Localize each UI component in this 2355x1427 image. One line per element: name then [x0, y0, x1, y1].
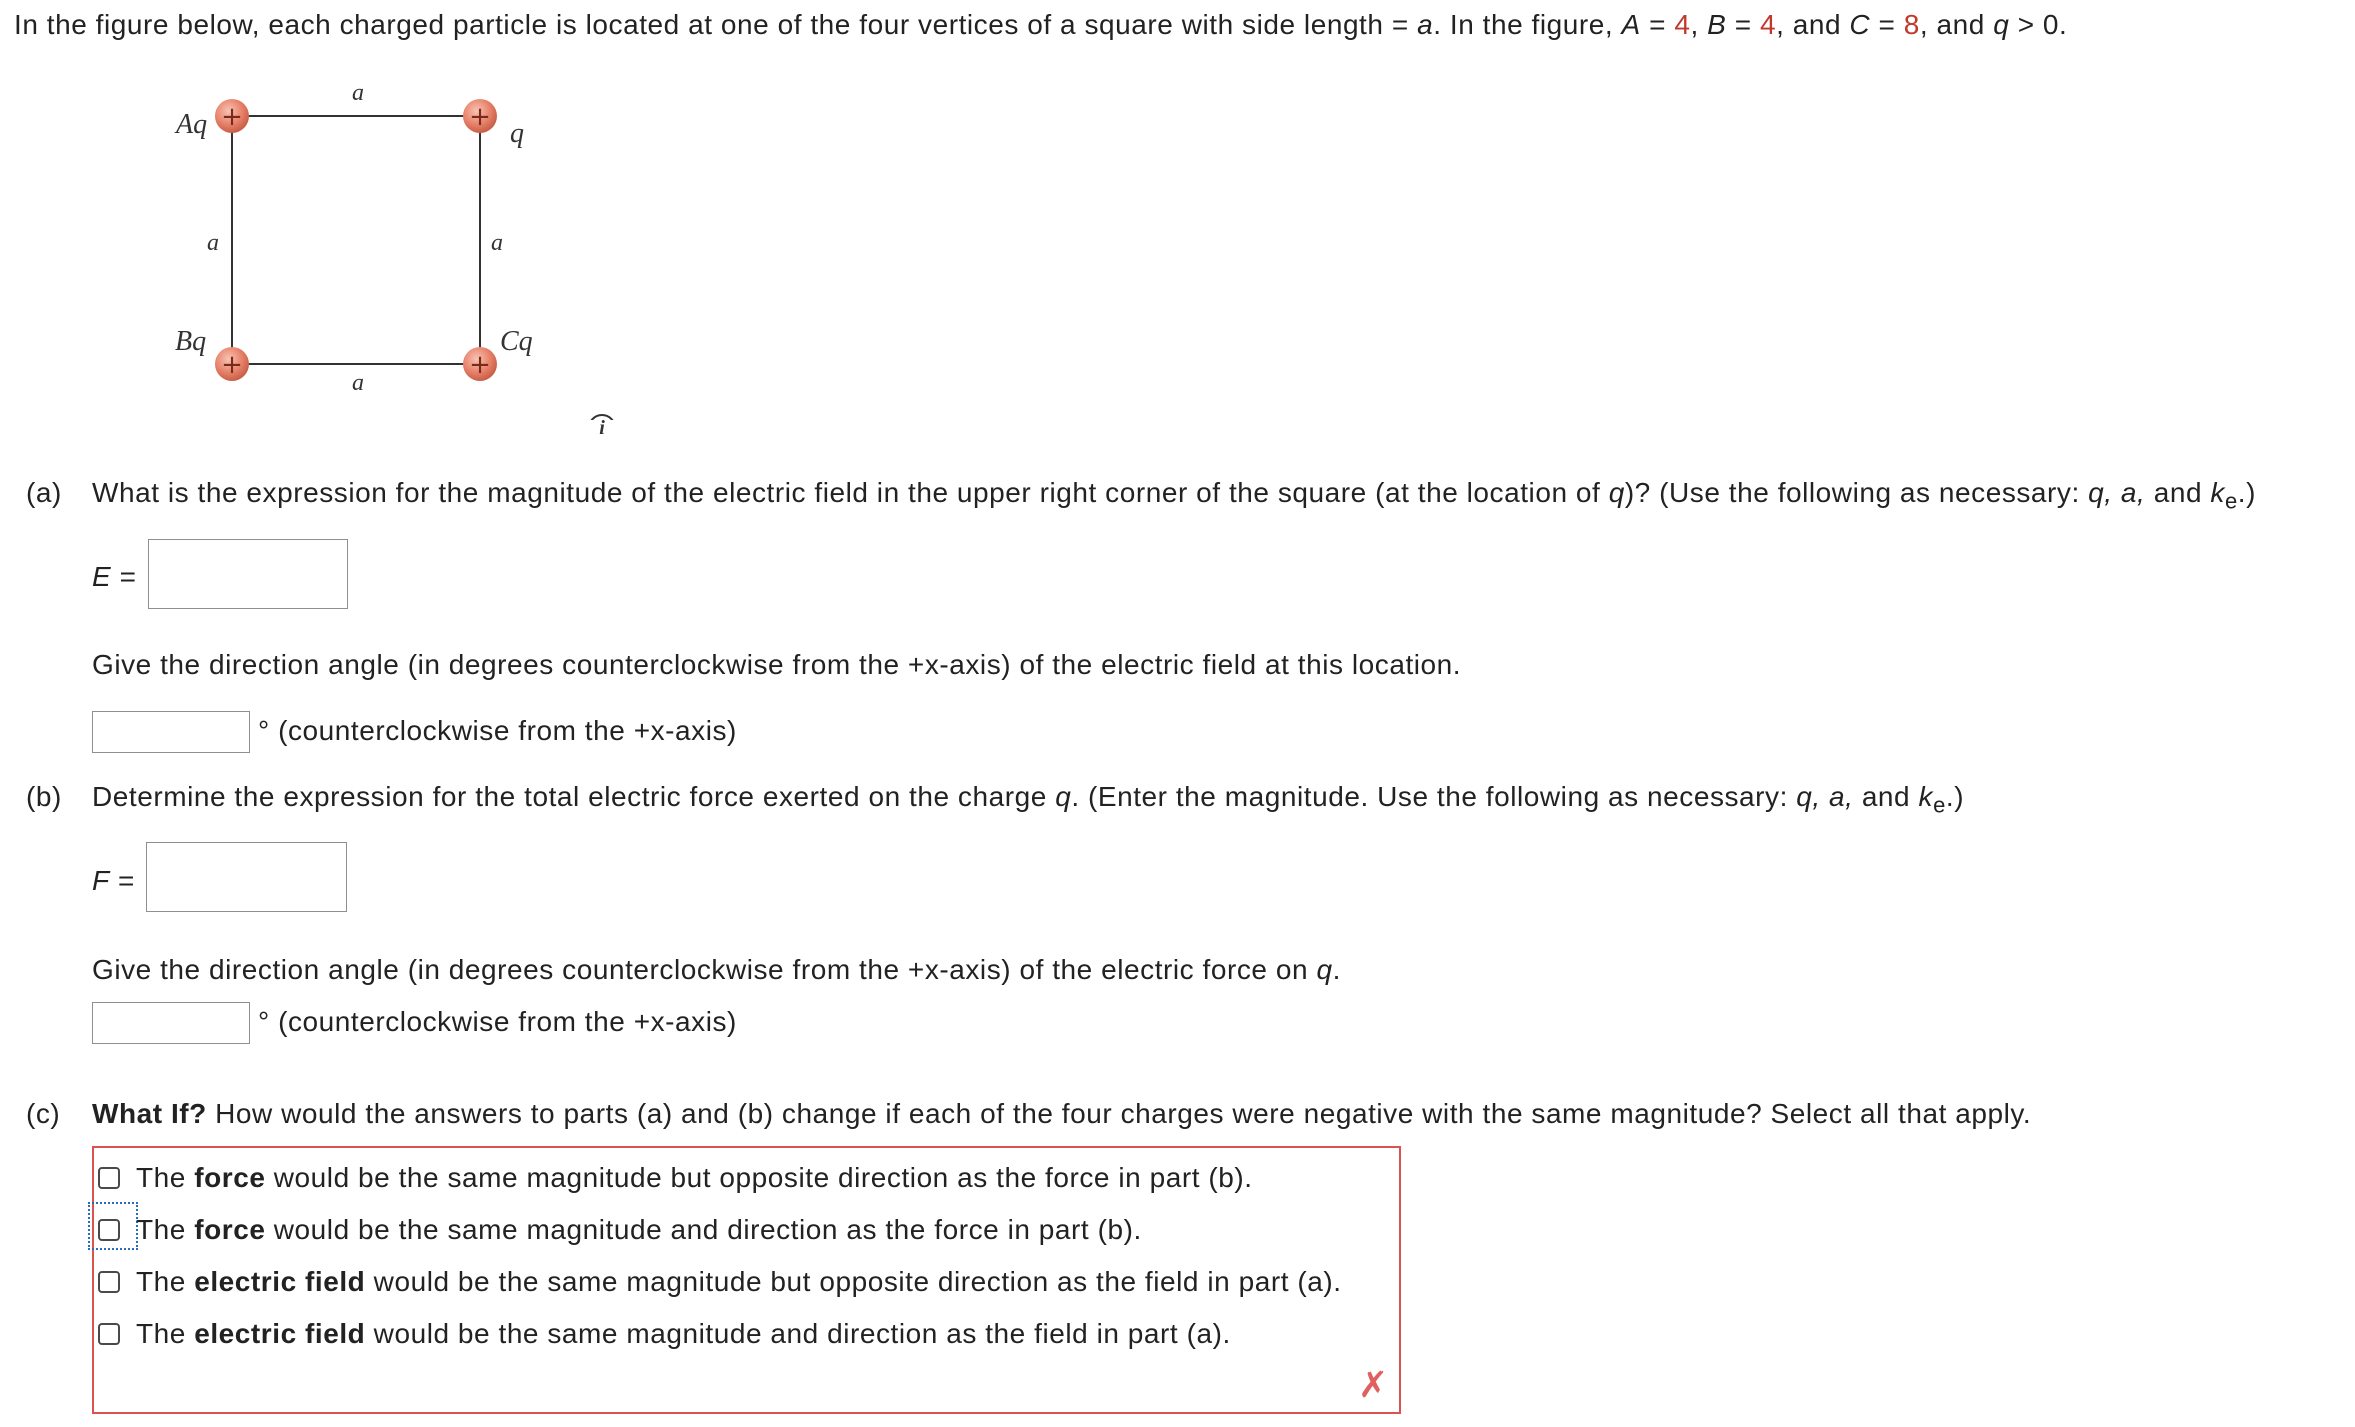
- q-text: What is the expression for the magnitude of the electric field in the upper right corner of the square (at the location of: [92, 477, 1609, 508]
- label-Cq: Cq: [500, 326, 533, 357]
- opt-text: The: [136, 1162, 195, 1193]
- var-k: k: [1918, 781, 1934, 812]
- var-A: A: [1621, 9, 1641, 40]
- intro-part: In the figure below, each charged particle is located at one of the four vertices of a square with side length =: [14, 9, 1418, 40]
- opt-text: would be the same magnitude but opposite direction as the field in part (a).: [365, 1266, 1342, 1297]
- vars: q, a,: [2088, 477, 2146, 508]
- side-label-top: a: [352, 80, 364, 106]
- q-text: .): [2237, 477, 2256, 508]
- square-sides: [232, 116, 480, 364]
- var-B: B: [1707, 9, 1727, 40]
- F-answer-input[interactable]: [146, 842, 347, 912]
- option-2-checkbox[interactable]: [98, 1219, 120, 1241]
- label-q: q: [510, 118, 524, 149]
- var-k: k: [2210, 477, 2225, 508]
- opt-bold: electric field: [194, 1318, 366, 1349]
- intro-part: . In the figure,: [1433, 9, 1622, 40]
- opt-text: would be the same magnitude and direction as the force in part (b).: [265, 1214, 1142, 1245]
- value-B: 4: [1759, 9, 1777, 40]
- q-text: How would the answers to parts (a) and (b) change if each of the four charges were negative with the same magnitude? Select all that apply.: [206, 1098, 2032, 1129]
- side-label-bottom: a: [352, 370, 364, 396]
- F-symbol: F: [92, 865, 110, 896]
- opt-text: The: [136, 1318, 195, 1349]
- q-text: Give the direction angle (in degrees counterclockwise from the +x-axis) of the electric force on: [92, 954, 1317, 985]
- square-charge-figure: [0, 0, 620, 420]
- opt-text: The: [136, 1214, 195, 1245]
- part-b-tag: (b): [26, 781, 62, 812]
- part-b-question: [92, 780, 1964, 823]
- var-q: q: [1055, 781, 1072, 812]
- opt-bold: electric field: [194, 1266, 366, 1297]
- var-a: a: [1417, 9, 1434, 40]
- E-symbol: E: [92, 561, 112, 592]
- var-q: q: [1316, 954, 1333, 985]
- intro-part: , and: [1776, 9, 1850, 40]
- q-text: and: [2145, 477, 2211, 508]
- vars: q, a,: [1796, 781, 1854, 812]
- intro-part: =: [1640, 9, 1675, 40]
- side-label-right: a: [491, 230, 503, 256]
- part-c-tag: (c): [26, 1098, 61, 1129]
- plus-sign: +: [469, 350, 491, 380]
- value-A: 4: [1674, 9, 1691, 40]
- opt-text: The: [136, 1266, 195, 1297]
- q-text: and: [1853, 781, 1919, 812]
- option-1-label[interactable]: [136, 1161, 1253, 1195]
- option-1[interactable]: [98, 1160, 1253, 1196]
- opt-text: would be the same magnitude but opposite direction as the force in part (b).: [265, 1162, 1253, 1193]
- F-angle-unit: ° (counterclockwise from the +x-axis): [258, 1006, 737, 1037]
- option-3[interactable]: [98, 1264, 1342, 1300]
- plus-sign: +: [469, 102, 491, 132]
- label-Bq: Bq: [175, 326, 207, 357]
- opt-text: would be the same magnitude and direction as the field in part (a).: [365, 1318, 1231, 1349]
- intro-part: > 0.: [2009, 9, 2068, 40]
- option-4[interactable]: [98, 1316, 1231, 1352]
- opt-bold: force: [194, 1162, 266, 1193]
- part-a-tag: (a): [26, 477, 62, 508]
- q-text: )? (Use the following as necessary:: [1624, 477, 2089, 508]
- incorrect-icon: ✗: [1358, 1364, 1389, 1405]
- intro-part: =: [1870, 9, 1904, 40]
- q-text: Determine the expression for the total electric force exerted on the charge: [92, 781, 1056, 812]
- E-label: [92, 560, 136, 594]
- label-Aq: Aq: [176, 109, 208, 140]
- opt-bold: force: [194, 1214, 266, 1245]
- q-text: .): [1945, 781, 1965, 812]
- side-label-left: a: [207, 230, 219, 256]
- option-3-label[interactable]: [136, 1265, 1342, 1299]
- info-icon-glyph[interactable]: i: [599, 417, 605, 439]
- var-q: q: [1608, 477, 1625, 508]
- option-4-label[interactable]: [136, 1317, 1231, 1351]
- charge-bottom-right: [463, 347, 497, 381]
- F-label: [92, 864, 135, 898]
- option-1-checkbox[interactable]: [98, 1167, 120, 1189]
- var-q: q: [1993, 9, 2010, 40]
- part-b-direction-prompt: [92, 953, 1341, 987]
- equals: =: [111, 561, 137, 592]
- option-2-label[interactable]: [136, 1213, 1142, 1247]
- intro-part: , and: [1919, 9, 1994, 40]
- value-C: 8: [1903, 9, 1920, 40]
- E-answer-input[interactable]: [148, 539, 348, 609]
- q-text: . (Enter the magnitude. Use the following as necessary:: [1071, 781, 1797, 812]
- plus-sign: +: [221, 102, 243, 132]
- sub-e: e: [2224, 488, 2238, 514]
- charge-top-left: [215, 99, 249, 133]
- E-angle-input[interactable]: [92, 711, 250, 753]
- equals: =: [109, 865, 135, 896]
- option-4-checkbox[interactable]: [98, 1323, 120, 1345]
- charge-bottom-left: [215, 347, 249, 381]
- sub-e: e: [1933, 792, 1946, 818]
- intro-part: ,: [1690, 9, 1708, 40]
- E-angle-unit: ° (counterclockwise from the +x-axis): [258, 715, 737, 746]
- part-a-question: [92, 476, 2256, 519]
- option-2[interactable]: [98, 1212, 1142, 1248]
- part-c-question: [92, 1097, 2031, 1131]
- charge-top-right: [463, 99, 497, 133]
- part-a-direction-prompt: Give the direction angle (in degrees counterclockwise from the +x-axis) of the electric field at this location.: [92, 649, 1462, 680]
- option-3-checkbox[interactable]: [98, 1271, 120, 1293]
- intro-part: =: [1726, 9, 1760, 40]
- what-if-label: What If?: [92, 1098, 207, 1129]
- q-text: .: [1332, 954, 1341, 985]
- var-C: C: [1849, 9, 1871, 40]
- plus-sign: +: [221, 350, 243, 380]
- F-angle-input[interactable]: [92, 1002, 250, 1044]
